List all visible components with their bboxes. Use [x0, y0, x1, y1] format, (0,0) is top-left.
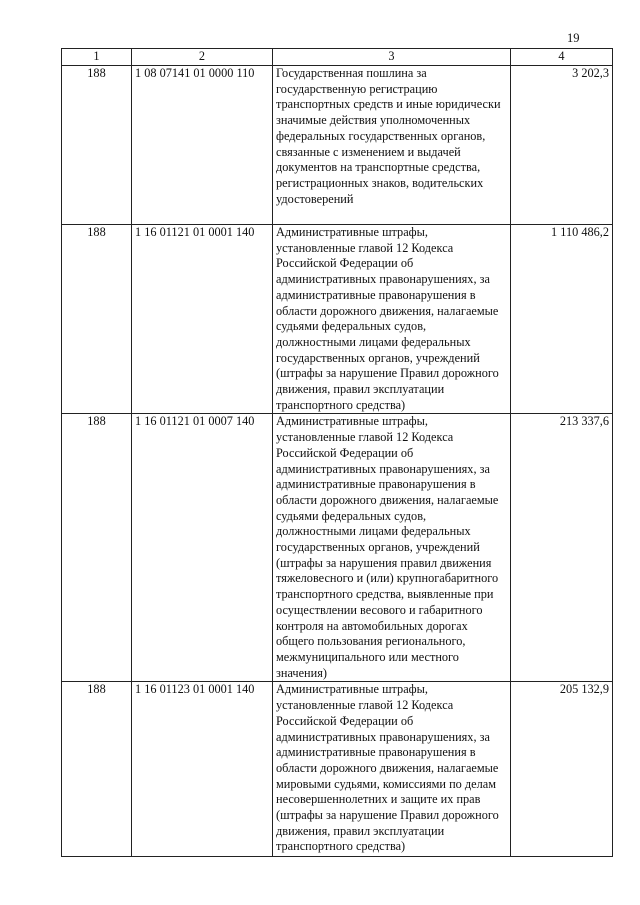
admin-code-cell: 188: [62, 414, 132, 682]
header-col-3: 3: [273, 49, 511, 66]
table-header: [62, 49, 613, 66]
header-col-2: 2: [132, 49, 273, 66]
revenue-name-cell: Государственная пошлина за государственную регистрацию транспортных средств и иные юридически значимые действия уполномоченных федеральных государственных органов, связанные с изменением и выдачей документов на транспортные средства, регистрационных знаков, водительских удостоверений: [273, 66, 511, 225]
admin-code-cell: 188: [62, 225, 132, 414]
kbk-code-cell: 1 08 07141 01 0000 110: [132, 66, 273, 225]
table-body: [62, 66, 613, 857]
admin-code-cell: 188: [62, 66, 132, 225]
header-row: [62, 49, 613, 66]
budget-revenue-table: [61, 48, 613, 857]
kbk-code-cell: 1 16 01121 01 0001 140: [132, 225, 273, 414]
admin-code-cell: 188: [62, 682, 132, 857]
page-number: 19: [567, 31, 580, 45]
kbk-code-cell: 1 16 01123 01 0001 140: [132, 682, 273, 857]
amount-cell: 1 110 486,2: [511, 225, 613, 414]
revenue-name-cell: Административные штрафы, установленные главой 12 Кодекса Российской Федерации об административных правонарушениях, за административные правонарушения в области дорожного движения, налагаемые мировыми судьями, комиссиями по делам несовершеннолетних и защите их прав (штрафы за нарушение Правил дорожного движения, правил эксплуатации транспортного средства): [273, 682, 511, 857]
kbk-code-cell: 1 16 01121 01 0007 140: [132, 414, 273, 682]
header-col-1: 1: [62, 49, 132, 66]
revenue-name-cell: Административные штрафы, установленные главой 12 Кодекса Российской Федерации об административных правонарушениях, за административные правонарушения в области дорожного движения, налагаемые судьями федеральных судов, должностными лицами федеральных государственных органов, учреждений (штрафы за нарушения правил движения тяжеловесного и (или) крупногабаритного транспортного средства, выявленные при осуществлении весового и габаритного контроля на автомобильных дорогах общего пользования регионального, межмуниципального или местного значения): [273, 414, 511, 682]
header-col-4: 4: [511, 49, 613, 66]
table-row: [62, 225, 613, 414]
table-row: [62, 682, 613, 857]
table-row: [62, 414, 613, 682]
table-row: [62, 66, 613, 225]
amount-cell: 213 337,6: [511, 414, 613, 682]
amount-cell: 205 132,9: [511, 682, 613, 857]
revenue-name-cell: Административные штрафы, установленные главой 12 Кодекса Российской Федерации об административных правонарушениях, за административные правонарушения в области дорожного движения, налагаемые судьями федеральных судов, должностными лицами федеральных государственных органов, учреждений (штрафы за нарушение Правил дорожного движения, правил эксплуатации транспортного средства): [273, 225, 511, 414]
amount-cell: 3 202,3: [511, 66, 613, 225]
